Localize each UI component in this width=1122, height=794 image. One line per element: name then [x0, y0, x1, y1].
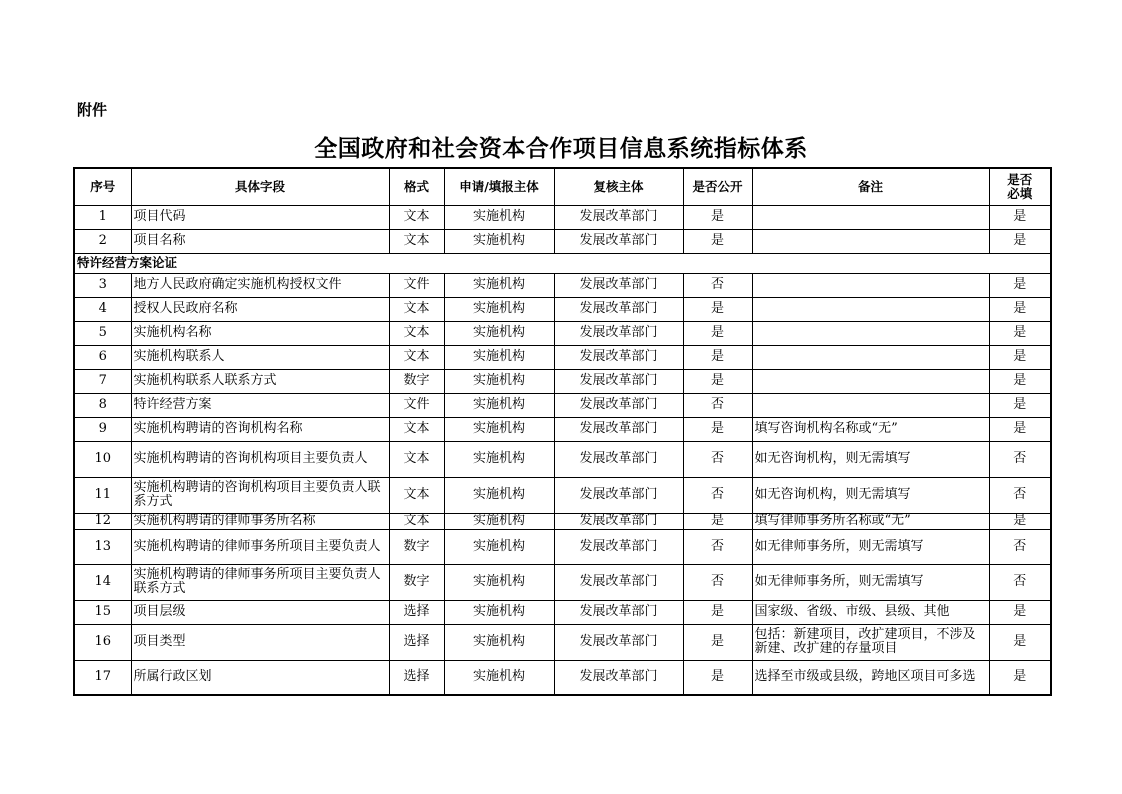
table-row: [74, 393, 1051, 417]
cell-format: 文本: [389, 205, 444, 229]
cell-applicant: 实施机构: [444, 529, 554, 564]
cell-required: 否: [989, 441, 1051, 477]
indicator-table: [73, 167, 1052, 696]
cell-format: 文件: [389, 273, 444, 297]
cell-public: 是: [683, 417, 752, 441]
cell-required: 是: [989, 273, 1051, 297]
cell-field: 项目名称: [131, 229, 389, 253]
cell-remarks: [752, 229, 989, 253]
cell-remarks: [752, 369, 989, 393]
cell-format: 文本: [389, 345, 444, 369]
cell-format: 数字: [389, 369, 444, 393]
table-row: [74, 321, 1051, 345]
cell-field: 实施机构聘请的律师事务所项目主要负责人: [131, 529, 389, 564]
cell-applicant: 实施机构: [444, 369, 554, 393]
cell-required: 是: [989, 624, 1051, 660]
cell-format: 数字: [389, 564, 444, 600]
document-title: 全国政府和社会资本合作项目信息系统指标体系: [314, 135, 808, 162]
table-row: [74, 345, 1051, 369]
cell-index: 13: [74, 529, 131, 564]
table-row: [74, 205, 1051, 229]
table-row: [74, 441, 1051, 477]
cell-remarks: 包括：新建项目，改扩建项目，不涉及新建、改扩建的存量项目: [752, 624, 989, 660]
cell-reviewer: 发展改革部门: [554, 600, 683, 624]
cell-remarks: 如无咨询机构，则无需填写: [752, 477, 989, 513]
cell-applicant: 实施机构: [444, 229, 554, 253]
table-row: [74, 513, 1051, 529]
cell-remarks: 填写咨询机构名称或“无”: [752, 417, 989, 441]
cell-format: 选择: [389, 600, 444, 624]
cell-required: 否: [989, 564, 1051, 600]
cell-public: 是: [683, 660, 752, 695]
cell-required: 是: [989, 229, 1051, 253]
cell-reviewer: 发展改革部门: [554, 393, 683, 417]
cell-field: 实施机构聘请的律师事务所项目主要负责人联系方式: [131, 564, 389, 600]
cell-field: 实施机构名称: [131, 321, 389, 345]
cell-applicant: 实施机构: [444, 417, 554, 441]
cell-reviewer: 发展改革部门: [554, 564, 683, 600]
table-header-row: [74, 168, 1051, 205]
cell-reviewer: 发展改革部门: [554, 624, 683, 660]
cell-format: 文本: [389, 321, 444, 345]
cell-index: 14: [74, 564, 131, 600]
cell-remarks: [752, 297, 989, 321]
header-public: 是否公开: [683, 168, 752, 205]
table-row: [74, 369, 1051, 393]
cell-required: 是: [989, 205, 1051, 229]
cell-required: 否: [989, 529, 1051, 564]
cell-format: 文本: [389, 441, 444, 477]
cell-reviewer: 发展改革部门: [554, 417, 683, 441]
header-required: 是否必填: [989, 168, 1051, 205]
cell-reviewer: 发展改革部门: [554, 441, 683, 477]
cell-format: 文本: [389, 297, 444, 321]
cell-field: 实施机构聘请的咨询机构名称: [131, 417, 389, 441]
cell-remarks: 填写律师事务所名称或“无”: [752, 513, 989, 529]
cell-index: 10: [74, 441, 131, 477]
cell-reviewer: 发展改革部门: [554, 273, 683, 297]
cell-applicant: 实施机构: [444, 660, 554, 695]
cell-reviewer: 发展改革部门: [554, 345, 683, 369]
cell-remarks: 国家级、省级、市级、县级、其他: [752, 600, 989, 624]
cell-format: 文本: [389, 477, 444, 513]
cell-applicant: 实施机构: [444, 393, 554, 417]
cell-format: 文件: [389, 393, 444, 417]
cell-public: 否: [683, 564, 752, 600]
header-field: 具体字段: [131, 168, 389, 205]
cell-remarks: 如无律师事务所，则无需填写: [752, 564, 989, 600]
cell-format: 数字: [389, 529, 444, 564]
cell-index: 5: [74, 321, 131, 345]
cell-index: 15: [74, 600, 131, 624]
cell-format: 文本: [389, 229, 444, 253]
header-format: 格式: [389, 168, 444, 205]
cell-public: 是: [683, 229, 752, 253]
table-row: [74, 624, 1051, 660]
cell-applicant: 实施机构: [444, 321, 554, 345]
cell-remarks: [752, 273, 989, 297]
cell-required: 否: [989, 477, 1051, 513]
cell-format: 选择: [389, 624, 444, 660]
cell-applicant: 实施机构: [444, 564, 554, 600]
cell-reviewer: 发展改革部门: [554, 477, 683, 513]
header-applicant: 申请/填报主体: [444, 168, 554, 205]
cell-public: 是: [683, 205, 752, 229]
cell-field: 特许经营方案: [131, 393, 389, 417]
cell-applicant: 实施机构: [444, 477, 554, 513]
cell-reviewer: 发展改革部门: [554, 229, 683, 253]
cell-required: 是: [989, 345, 1051, 369]
table-row: [74, 229, 1051, 253]
cell-required: 是: [989, 417, 1051, 441]
cell-public: 否: [683, 529, 752, 564]
cell-reviewer: 发展改革部门: [554, 513, 683, 529]
cell-index: 9: [74, 417, 131, 441]
cell-index: 6: [74, 345, 131, 369]
section-label: 特许经营方案论证: [74, 253, 1051, 273]
cell-index: 16: [74, 624, 131, 660]
cell-required: 是: [989, 297, 1051, 321]
cell-public: 否: [683, 393, 752, 417]
cell-public: 否: [683, 273, 752, 297]
cell-index: 1: [74, 205, 131, 229]
table-row: [74, 660, 1051, 695]
cell-field: 实施机构聘请的咨询机构项目主要负责人: [131, 441, 389, 477]
cell-field: 所属行政区划: [131, 660, 389, 695]
section-row: [74, 253, 1051, 273]
table-row: [74, 529, 1051, 564]
table-row: [74, 600, 1051, 624]
cell-required: 是: [989, 393, 1051, 417]
cell-remarks: 如无咨询机构，则无需填写: [752, 441, 989, 477]
attachment-label: 附件: [77, 101, 108, 119]
cell-index: 3: [74, 273, 131, 297]
cell-remarks: [752, 345, 989, 369]
cell-applicant: 实施机构: [444, 205, 554, 229]
cell-required: 是: [989, 660, 1051, 695]
cell-public: 是: [683, 345, 752, 369]
cell-index: 11: [74, 477, 131, 513]
cell-field: 实施机构聘请的律师事务所名称: [131, 513, 389, 529]
cell-field: 项目层级: [131, 600, 389, 624]
header-reviewer: 复核主体: [554, 168, 683, 205]
cell-format: 选择: [389, 660, 444, 695]
cell-remarks: 如无律师事务所，则无需填写: [752, 529, 989, 564]
cell-public: 是: [683, 297, 752, 321]
cell-index: 2: [74, 229, 131, 253]
cell-applicant: 实施机构: [444, 441, 554, 477]
cell-reviewer: 发展改革部门: [554, 369, 683, 393]
cell-field: 项目类型: [131, 624, 389, 660]
cell-reviewer: 发展改革部门: [554, 529, 683, 564]
cell-remarks: [752, 321, 989, 345]
cell-index: 8: [74, 393, 131, 417]
cell-public: 否: [683, 477, 752, 513]
cell-public: 是: [683, 369, 752, 393]
cell-public: 是: [683, 600, 752, 624]
cell-field: 授权人民政府名称: [131, 297, 389, 321]
cell-public: 是: [683, 321, 752, 345]
table-row: [74, 297, 1051, 321]
header-index: 序号: [74, 168, 131, 205]
cell-format: 文本: [389, 417, 444, 441]
cell-applicant: 实施机构: [444, 624, 554, 660]
table-row: [74, 564, 1051, 600]
cell-index: 12: [74, 513, 131, 529]
cell-reviewer: 发展改革部门: [554, 321, 683, 345]
cell-field: 实施机构聘请的咨询机构项目主要负责人联系方式: [131, 477, 389, 513]
cell-public: 是: [683, 624, 752, 660]
cell-applicant: 实施机构: [444, 345, 554, 369]
cell-index: 4: [74, 297, 131, 321]
cell-required: 是: [989, 321, 1051, 345]
cell-field: 项目代码: [131, 205, 389, 229]
cell-required: 是: [989, 513, 1051, 529]
cell-applicant: 实施机构: [444, 600, 554, 624]
cell-index: 7: [74, 369, 131, 393]
table-row: [74, 477, 1051, 513]
cell-format: 文本: [389, 513, 444, 529]
cell-remarks: [752, 205, 989, 229]
cell-public: 是: [683, 513, 752, 529]
cell-applicant: 实施机构: [444, 297, 554, 321]
cell-remarks: 选择至市级或县级，跨地区项目可多选: [752, 660, 989, 695]
cell-applicant: 实施机构: [444, 513, 554, 529]
cell-remarks: [752, 393, 989, 417]
table-row: [74, 417, 1051, 441]
cell-field: 实施机构联系人联系方式: [131, 369, 389, 393]
cell-field: 地方人民政府确定实施机构授权文件: [131, 273, 389, 297]
cell-index: 17: [74, 660, 131, 695]
cell-public: 否: [683, 441, 752, 477]
table-row: [74, 273, 1051, 297]
cell-required: 是: [989, 600, 1051, 624]
cell-applicant: 实施机构: [444, 273, 554, 297]
cell-required: 是: [989, 369, 1051, 393]
cell-reviewer: 发展改革部门: [554, 297, 683, 321]
cell-reviewer: 发展改革部门: [554, 205, 683, 229]
header-remarks: 备注: [752, 168, 989, 205]
cell-field: 实施机构联系人: [131, 345, 389, 369]
cell-reviewer: 发展改革部门: [554, 660, 683, 695]
